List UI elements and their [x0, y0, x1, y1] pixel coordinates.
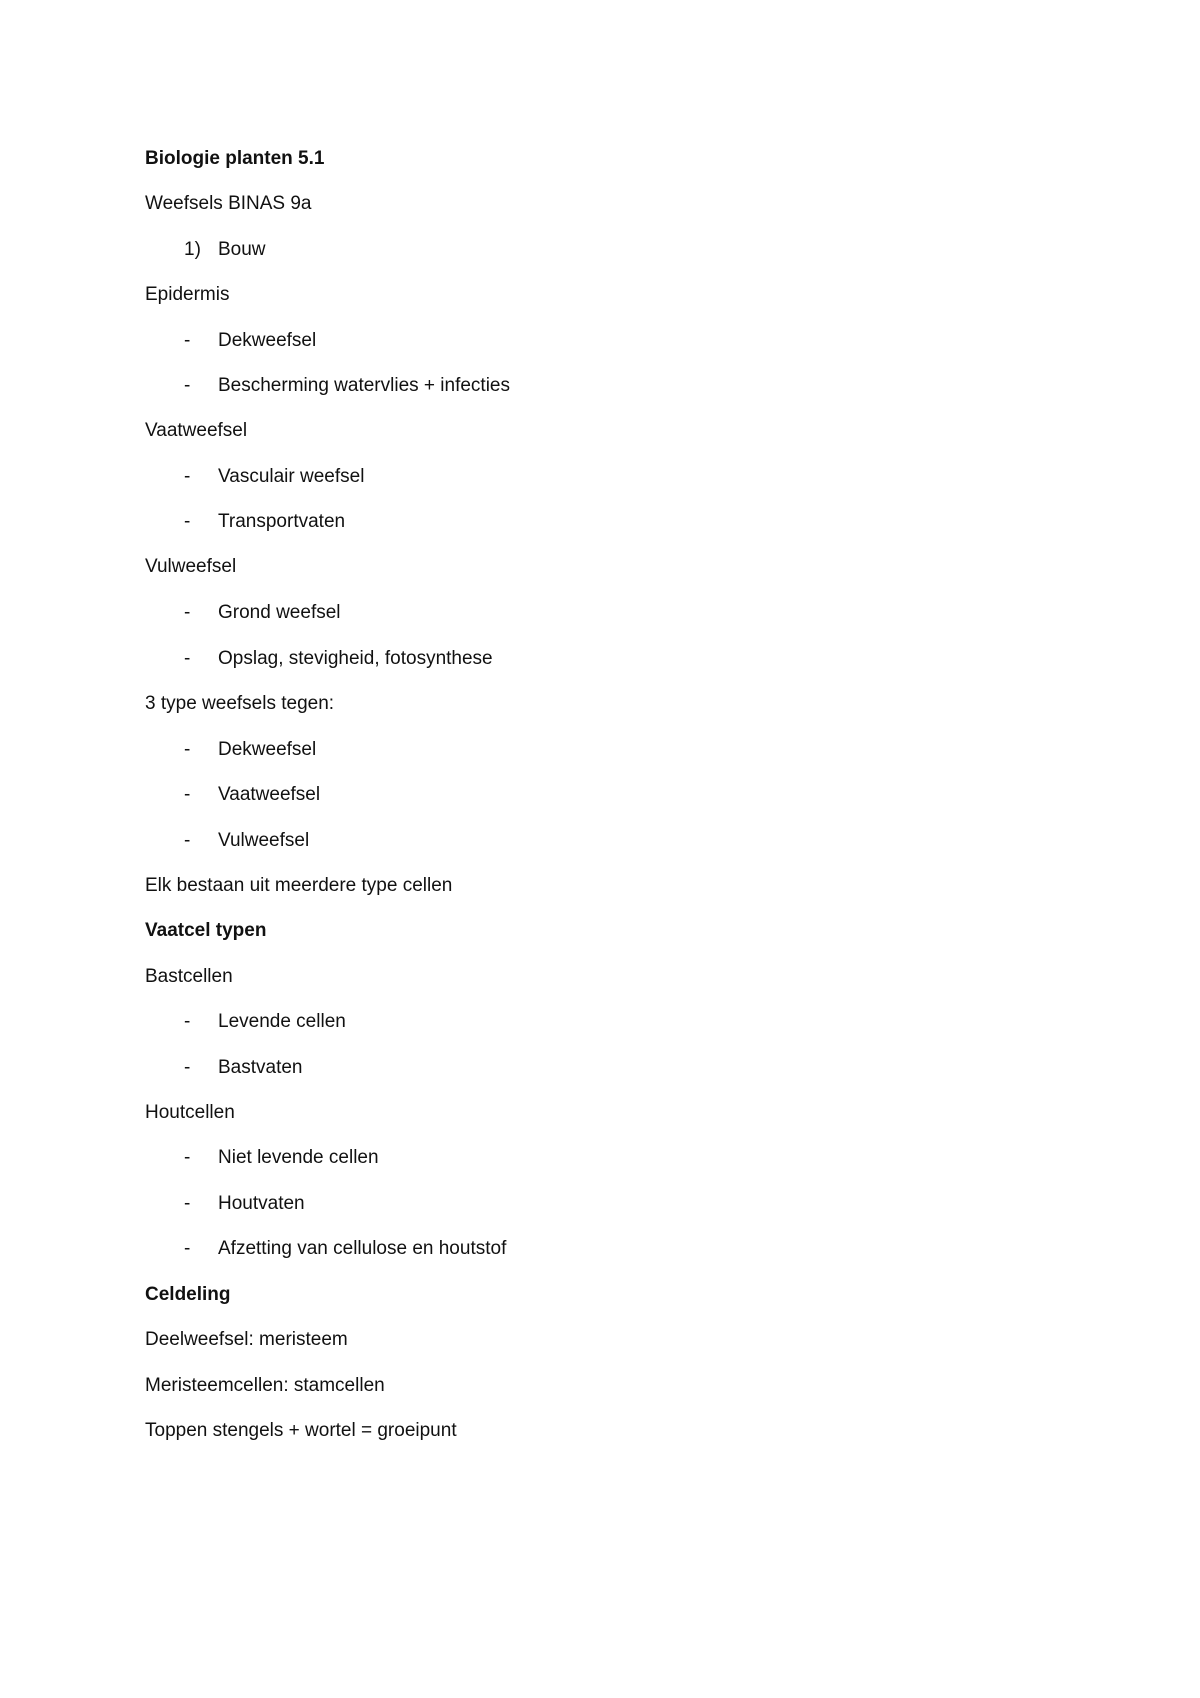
- bullet-marker: -: [184, 1193, 191, 1214]
- list-item-text: Levende cellen: [218, 1011, 346, 1032]
- list-item-text: Niet levende cellen: [218, 1147, 379, 1168]
- bullet-marker: -: [184, 648, 191, 669]
- bullet-marker: -: [184, 602, 191, 623]
- bullet-marker: -: [184, 330, 191, 351]
- bullet-marker: -: [184, 739, 191, 760]
- document-subtitle: Weefsels BINAS 9a: [145, 193, 312, 214]
- summary-text: Elk bestaan uit meerdere type cellen: [145, 875, 453, 896]
- list-item-text: Dekweefsel: [218, 739, 317, 760]
- bullet-marker: -: [184, 1238, 191, 1259]
- list-item-text: Opslag, stevigheid, fotosynthese: [218, 648, 493, 669]
- bullet-marker: -: [184, 375, 191, 396]
- paragraph-line: Deelweefsel: meristeem: [145, 1329, 348, 1350]
- list-item-text: Bastvaten: [218, 1057, 303, 1078]
- list-item-text: Grond weefsel: [218, 602, 341, 623]
- list-item-text: Vasculair weefsel: [218, 466, 365, 487]
- list-item-text: Vaatweefsel: [218, 784, 321, 805]
- bullet-marker: -: [184, 511, 191, 532]
- section-heading-vaatcel-typen: Vaatcel typen: [145, 920, 267, 941]
- bullet-marker: -: [184, 1147, 191, 1168]
- numbered-marker: 1): [184, 239, 201, 260]
- list-item-text: Bescherming watervlies + infecties: [218, 375, 510, 396]
- numbered-item-text: Bouw: [218, 239, 266, 260]
- section-heading-vulweefsel: Vulweefsel: [145, 556, 237, 577]
- section-heading-celdeling: Celdeling: [145, 1284, 231, 1305]
- section-heading-epidermis: Epidermis: [145, 284, 230, 305]
- bullet-marker: -: [184, 830, 191, 851]
- list-item-text: Vulweefsel: [218, 830, 310, 851]
- bullet-marker: -: [184, 1011, 191, 1032]
- section-heading-vaatweefsel: Vaatweefsel: [145, 420, 248, 441]
- list-item-text: Transportvaten: [218, 511, 346, 532]
- section-heading-three-types: 3 type weefsels tegen:: [145, 693, 335, 714]
- bullet-marker: -: [184, 1057, 191, 1078]
- bullet-marker: -: [184, 784, 191, 805]
- subheading-houtcellen: Houtcellen: [145, 1102, 235, 1123]
- list-item-text: Afzetting van cellulose en houtstof: [218, 1238, 507, 1259]
- subheading-bastcellen: Bastcellen: [145, 966, 233, 987]
- bullet-marker: -: [184, 466, 191, 487]
- document-title: Biologie planten 5.1: [145, 148, 325, 169]
- paragraph-line: Meristeemcellen: stamcellen: [145, 1375, 385, 1396]
- list-item-text: Dekweefsel: [218, 330, 317, 351]
- list-item-text: Houtvaten: [218, 1193, 305, 1214]
- paragraph-line: Toppen stengels + wortel = groeipunt: [145, 1420, 457, 1441]
